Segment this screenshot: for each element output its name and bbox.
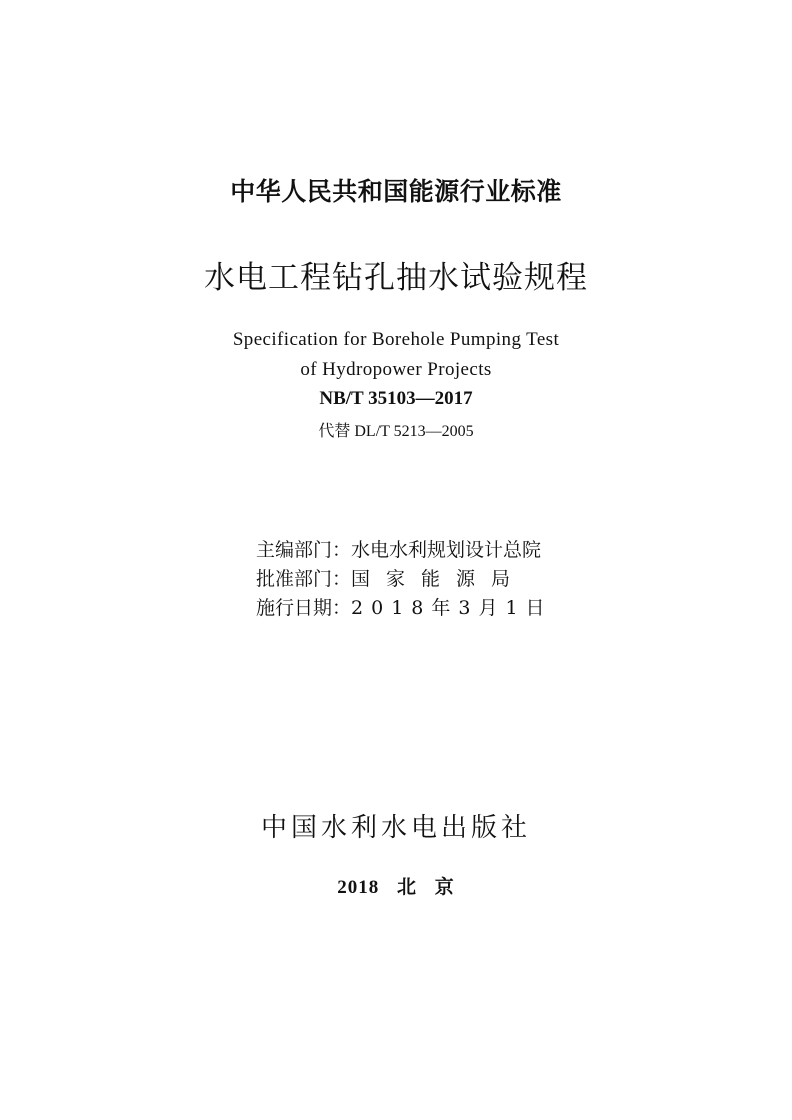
approver-row — [256, 565, 553, 594]
approver-label: 批准部门： — [256, 568, 352, 590]
title-english-line-2: of Hydropower Projects — [300, 359, 492, 380]
title-chinese: 水电工程钻孔抽水试验规程 — [204, 260, 588, 296]
effective-date-row — [256, 594, 553, 623]
standard-number: NB/T 35103—2017 — [319, 388, 473, 409]
title-english-line-1: Specification for Borehole Pumping Test — [232, 329, 560, 350]
replaces-standard: 代替 DL/T 5213—2005 — [318, 423, 474, 440]
title-english — [0, 325, 792, 385]
publisher-name: 中国水利水电出版社 — [260, 813, 531, 843]
approver-value: 国家能源局 — [351, 568, 527, 590]
publication-place: 2018 北 京 — [337, 877, 455, 898]
effective-date-value: 2018年3月1日 — [351, 597, 553, 619]
effective-date-label: 施行日期： — [256, 597, 352, 619]
info-block — [256, 536, 553, 623]
editor-row — [256, 536, 553, 565]
editor-label: 主编部门： — [256, 539, 352, 561]
editor-value: 水电水利规划设计总院 — [351, 539, 542, 561]
standard-category: 中华人民共和国能源行业标准 — [230, 177, 562, 206]
